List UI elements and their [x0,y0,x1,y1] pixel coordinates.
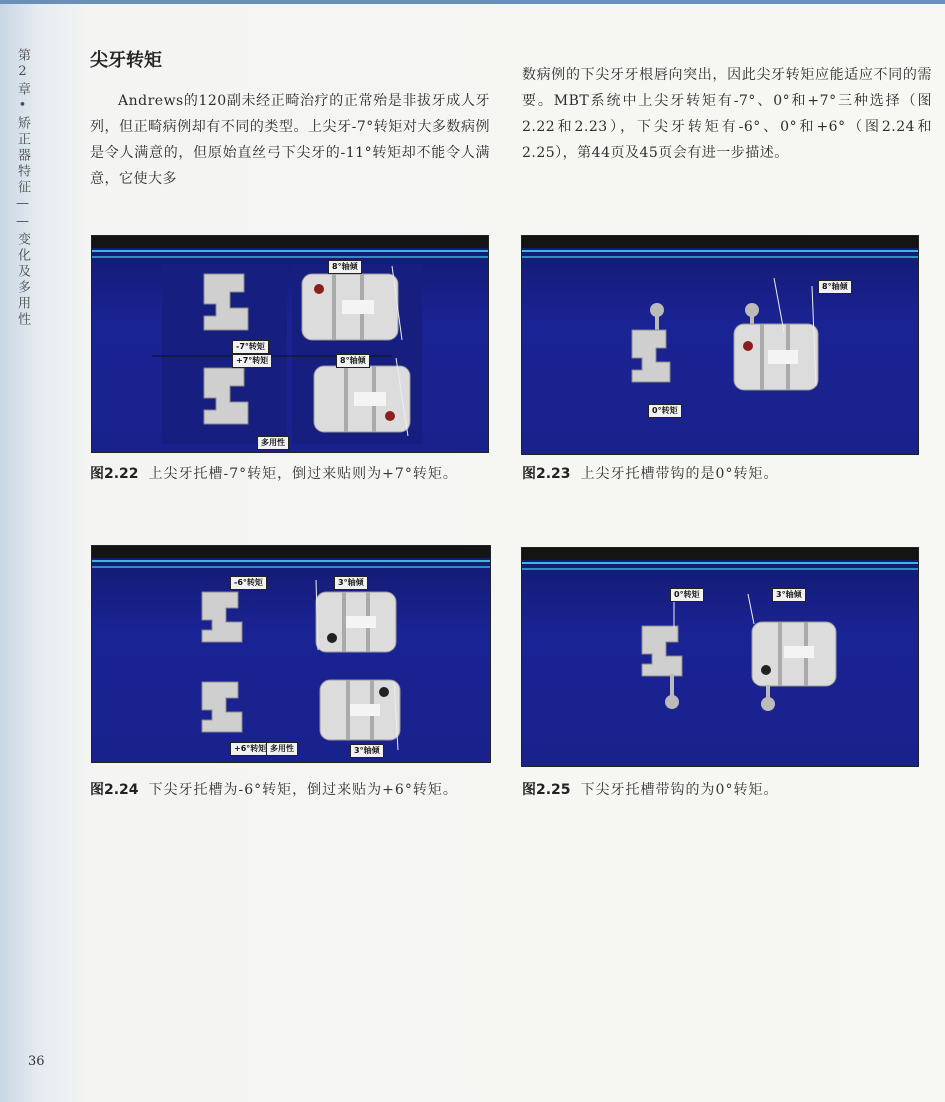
bracket-slot [342,592,346,652]
figure-illustration [92,236,488,452]
axis-line [748,594,754,624]
bracket-wing [354,392,386,406]
bracket-slot [760,324,764,390]
label-torque-minus: -6°转矩 [230,576,267,590]
caption-text: 上尖牙托槽-7°转矩，倒过来贴则为+7°转矩。 [148,466,458,482]
figure-2-25 [522,548,918,766]
caption-number: 图2.22 [90,466,139,482]
bracket-wing [346,616,376,628]
bracket-wing [768,350,798,364]
bracket-profile [632,330,670,382]
caption-2-23 [522,462,922,486]
hook-knob [761,697,775,711]
label-axial: 3°轴倾 [772,588,806,602]
bracket-dot [761,665,771,675]
bracket-dot [379,687,389,697]
bracket-profile-bottom [202,682,242,732]
caption-2-22 [90,462,490,486]
hook-stem [655,316,659,330]
figure-2-23 [522,236,918,454]
label-torque-minus: -7°转矩 [232,340,269,354]
bracket-slot [778,622,782,686]
bracket-slot [344,366,348,432]
top-edge [0,0,945,4]
bracket-slot [332,274,336,340]
paragraph-right: 数病例的下尖牙牙根唇向突出，因此尖牙转矩应能适应不同的需要。MBT系统中上尖牙转矩有-7°、0°和+7°三种选择（图2.22和2.23），下尖牙转矩有-6°、0°和+6°（图2.24和2.25），第44页及45页会有进一步描述。 [522,67,932,161]
caption-number: 图2.23 [522,466,571,482]
label-versatility: 多用性 [257,436,289,450]
bracket-wing [350,704,380,716]
figure-2-22 [92,236,488,452]
figure-illustration [522,548,918,766]
label-axial-top: 8°轴倾 [328,260,362,274]
bracket-profile [642,626,682,676]
label-versatility: 多用性 [266,742,298,756]
label-torque: 0°转矩 [670,588,704,602]
label-torque-plus: +7°转矩 [232,354,272,368]
hook-knob [650,303,664,317]
figure-illustration [522,236,918,454]
label-axial: 8°轴倾 [818,280,852,294]
caption-number: 图2.24 [90,782,139,798]
bracket-dot [385,411,395,421]
bracket-dot [314,284,324,294]
caption-text: 上尖牙托槽带钩的是0°转矩。 [580,466,779,482]
bracket-slot [346,680,350,740]
paragraph-left: Andrews的120副未经正畸治疗的正常殆是非拔牙成人牙列，但正畸病例却有不同的类型。上尖牙-7°转矩对大多数病例是令人满意的，但原始直丝弓下尖牙的-11°转矩却不能令人满意，它使大多 [90,93,490,187]
label-torque-plus: +6°转矩 [230,742,270,756]
figure-2-24 [92,546,490,762]
caption-2-24 [90,778,492,802]
bracket-dot [743,341,753,351]
chapter-side-title: 第2章•矫正器特征——变化及多用性 [15,48,30,328]
bracket-wing [342,300,374,314]
caption-number: 图2.25 [522,782,571,798]
caption-text: 下尖牙托槽带钩的为0°转矩。 [580,782,779,798]
hook-stem [670,674,674,696]
bracket-wing [784,646,814,658]
hook-knob [665,695,679,709]
label-axial-bottom: 8°轴倾 [336,354,370,368]
section-title: 尖牙转矩 [90,50,162,71]
hook-knob [745,303,759,317]
bracket-profile-top [202,592,242,642]
caption-2-25 [522,778,922,802]
caption-text: 下尖牙托槽为-6°转矩，倒过来贴为+6°转矩。 [148,782,458,798]
label-torque: 0°转矩 [648,404,682,418]
bracket-dot [327,633,337,643]
page-number: 36 [28,1054,45,1069]
label-axial-bottom: 3°轴倾 [350,744,384,758]
label-axial-top: 3°轴倾 [334,576,368,590]
figure-illustration [92,546,490,762]
